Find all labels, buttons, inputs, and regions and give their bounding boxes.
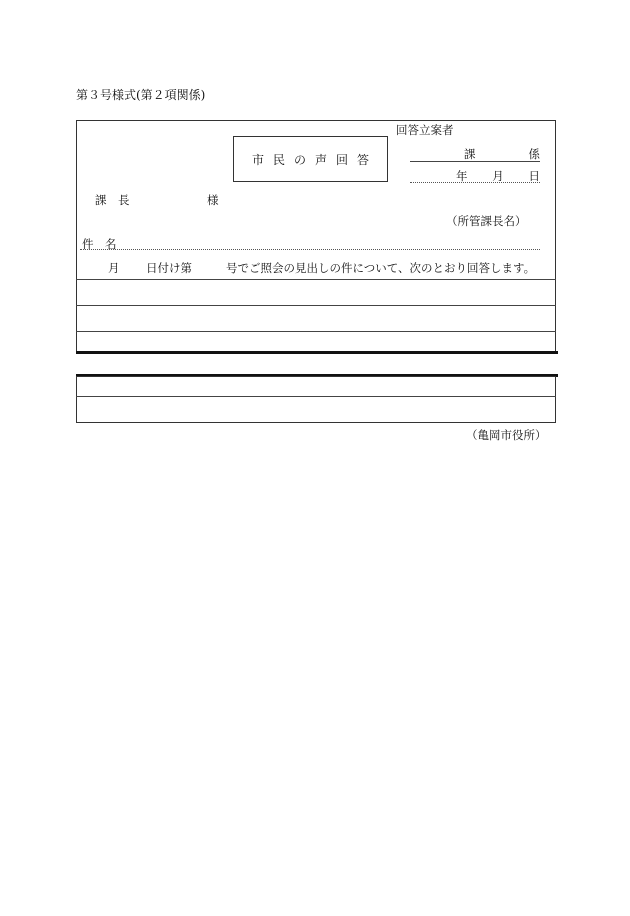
form-lower-frame	[76, 376, 556, 423]
body-month: 月	[108, 261, 120, 275]
form-number: 第３号様式(第２項関係)	[76, 88, 206, 102]
date-year: 年	[456, 169, 468, 183]
sender-name: （所管課長名）	[446, 214, 527, 228]
date-day: 日	[528, 169, 540, 183]
subsection-label: 係	[528, 147, 540, 161]
body-dated-no: 日付け第	[146, 261, 192, 275]
addressee-honorific: 様	[207, 193, 219, 207]
drafter-section-line	[410, 146, 540, 162]
subject-dotted-line	[80, 249, 540, 250]
body-sentence: 号でご照会の見出しの件について、次のとおり回答します。	[226, 261, 536, 275]
section-label: 課	[464, 147, 476, 161]
addressee-dept: 課 長	[95, 193, 130, 207]
answer-row-line-1	[76, 279, 556, 280]
cut-line-top	[76, 351, 558, 354]
drafter-name-underline	[410, 161, 540, 162]
date-dotted-underline	[410, 182, 540, 183]
footer-issuer: （亀岡市役所）	[466, 428, 547, 442]
answer-row-line-3	[76, 331, 556, 332]
answer-row-line-2	[76, 305, 556, 306]
document-title: 市民の声回答	[233, 136, 388, 182]
subject-label: 件 名	[82, 237, 117, 251]
date-month: 月	[492, 169, 504, 183]
drafter-label: 回答立案者	[396, 123, 454, 137]
lower-row-line	[76, 396, 556, 397]
